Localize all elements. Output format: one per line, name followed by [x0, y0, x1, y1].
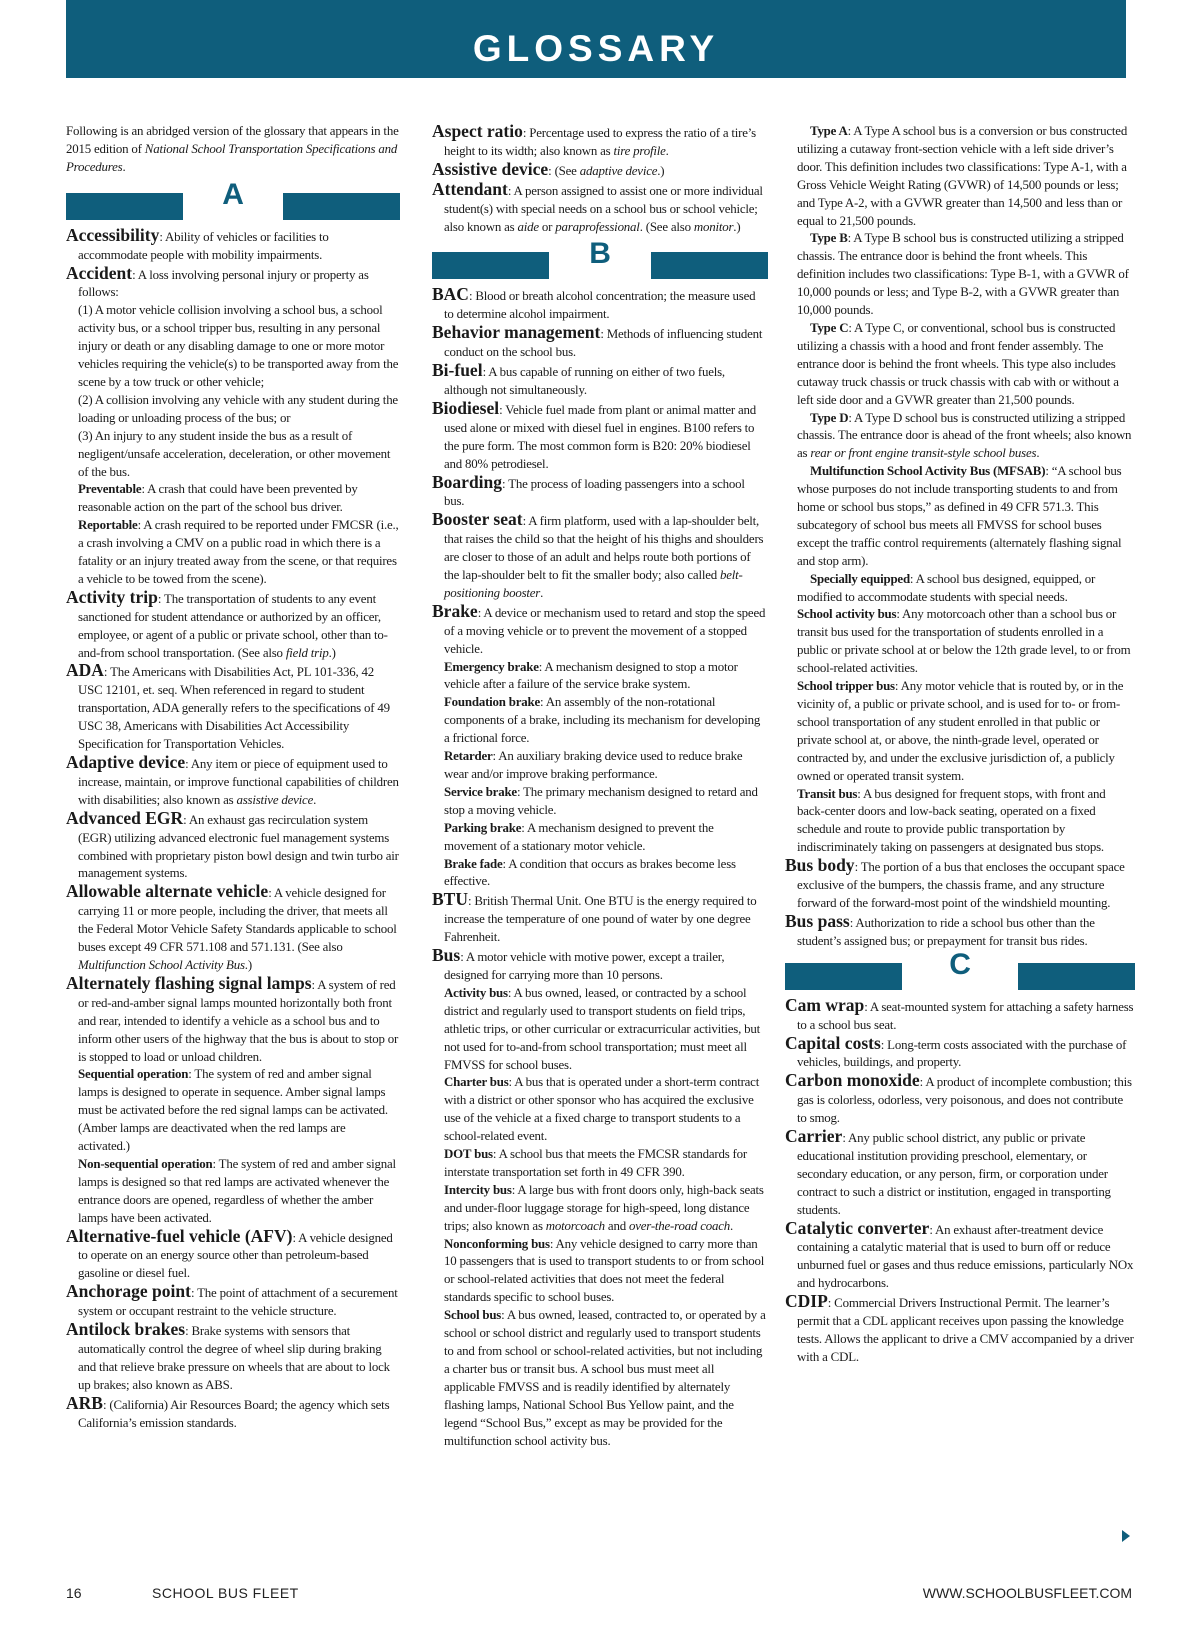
glossary-subentry: Type A: A Type A school bus is a conversion or bus constructed utilizing a cutaway front-section vehicle with a left side driver’s door. This definition includes two classifications: Type A-1, with a Gross Vehicle Weight Rating (GVWR) of 14,500 pounds or less; and Type A-2, with a GVWR greater than 14,500 and less than or equal to 21,500 pounds.: [797, 124, 1128, 228]
column-1: [66, 123, 400, 1433]
continue-arrow-icon: [1122, 1530, 1130, 1542]
glossary-subentry: DOT bus: A school bus that meets the FMCSR standards for interstate transportation set forth in 49 CFR 390.: [444, 1147, 747, 1179]
glossary-entry: Bus body: The portion of a bus that encloses the occupant space exclusive of the bumpers, the chassis frame, and any structure forward of the forward-most point of the windshield mounting.: [785, 855, 1125, 910]
glossary-subentry: Intercity bus: A large bus with front doors only, high-back seats and under-floor luggage storage for high-speed, long distance trips; also known as motorcoach and over-the-road coach.: [444, 1182, 764, 1233]
glossary-entry: Aspect ratio: Percentage used to express the ratio of a tire’s height to its width; also known as tire profile.: [432, 121, 756, 158]
glossary-subentry: Type D: A Type D school bus is constructed utilizing a stripped chassis. The entrance door is ahead of the front wheels; also known as rear or front engine transit-style school buses.: [797, 410, 1132, 461]
glossary-entry: Advanced EGR: An exhaust gas recirculation system (EGR) utilizing advanced electronic fuel management systems combined with proprietary piston bowl design and twin turbo air management systems.: [66, 807, 399, 881]
list-item: (1) A motor vehicle collision involving a school bus, a school activity bus, or a school tripper bus, resulting in any personal injury or death or any disabling damage to one or more motor vehicles requiring the vehicle(s) to be transported away from the scene by a tow truck or other vehicle;: [78, 303, 399, 389]
website-url: WWW.SCHOOLBUSFLEET.COM: [922, 1585, 1132, 1601]
publication-name: SCHOOL BUS FLEET: [152, 1585, 299, 1601]
glossary-entry: Bus: A motor vehicle with motive power, except a trailer, designed for carrying more than 10 persons.: [432, 945, 725, 982]
glossary-entry: ARB: (California) Air Resources Board; the agency which sets California’s emission standards.: [66, 1392, 390, 1430]
glossary-subentry: Parking brake: A mechanism designed to prevent the movement of a stationary motor vehicle.: [444, 820, 714, 853]
glossary-entry: Attendant: A person assigned to assist one or more individual student(s) with special needs on a school bus or school vehicle; also known as aide or paraprofessional. (See also monitor.): [432, 178, 763, 234]
glossary-subentry: Brake fade: A condition that occurs as brakes become less effective.: [444, 856, 736, 889]
glossary-entry: Biodiesel: Vehicle fuel made from plant or animal matter and used alone or mixed with diesel fuel in engines. B100 refers to the pure form. The most common form is B20: 20% biodiesel and 80% petrodiesel.: [432, 397, 757, 471]
glossary-subentry: School tripper bus: Any motor vehicle that is routed by, or in the vicinity of, a public or private school, and is used for to- or from-school transportation of any student enrolled in that public or private school at, or above, the ninth-grade level, operated or contracted by, and under the exclusive jurisdiction of, a publicly owned or operated transit system.: [797, 679, 1124, 783]
glossary-subentry: Activity bus: A bus owned, leased, or contracted by a school district and regularly used to transport students on field trips, athletic trips, or other curricular or extracurricular activities, but not used for to-and-from school transportation; must meet all FMVSS for school buses.: [444, 985, 761, 1072]
glossary-subentry: Service brake: The primary mechanism designed to retard and stop a moving vehicle.: [444, 784, 758, 817]
column-3: [785, 123, 1135, 1367]
intro-paragraph: Following is an abridged version of the glossary that appears in the 2015 edition of National School Transportation Specifications and Procedures.: [66, 124, 399, 174]
glossary-subentry: Foundation brake: An assembly of the non-rotational components of a brake, including its mechanism for developing a frictional force.: [444, 695, 761, 746]
glossary-entry: Antilock brakes: Brake systems with sensors that automatically control the degree of wheel slip during braking and that relieve brake pressure on wheels that are about to lock up brakes; also known as ABS.: [66, 1319, 390, 1392]
letter-header-b: B: [432, 250, 768, 280]
glossary-entry: Bi-fuel: A bus capable of running on either of two fuels, although not simultaneously.: [432, 360, 725, 397]
glossary-subentry: Preventable: A crash that could have been prevented by reasonable action on the part of the school bus driver.: [78, 482, 358, 515]
glossary-entry: Alternately flashing signal lamps: A system of red or red-and-amber signal lamps mounted horizontally both front and rear, intended to identify a vehicle as a school bus and to inform other users of the highway that the bus is about to stop or is stopped to load or unload children.: [66, 972, 399, 1064]
glossary-entry: Carrier: Any public school district, any public or private educational institution providing preschool, elementary, or secondary education, or any person, firm, or corporation under contract to such a district or institution, engaged in transporting students.: [785, 1126, 1111, 1217]
glossary-entry: Booster seat: A firm platform, used with a lap-shoulder belt, that raises the child so that the height of his thighs and shoulders are closer to those of an adult and helps route both portions of the lap-shoulder belt to fit the smaller body; also called belt-positioning booster.: [432, 509, 764, 600]
glossary-subentry: Specially equipped: A school bus designed, equipped, or modified to accommodate students with special needs.: [797, 571, 1096, 604]
letter-header-c: C: [785, 961, 1135, 991]
glossary-entry: Catalytic converter: An exhaust after-treatment device containing a catalytic material that is used to burn off or reduce unburned fuel or gases and thus reduce emissions, particularly NOx and hydrocarbons.: [785, 1217, 1134, 1291]
letter-header-a: A: [66, 191, 400, 221]
glossary-subentry: Type B: A Type B school bus is constructed utilizing a stripped chassis. The entrance door is behind the front wheels. This definition includes two classifications: Type B-1, with a GVWR of 10,000 pounds or less; and Type B-2, with a GVWR greater than 10,000 pounds.: [797, 231, 1129, 318]
glossary-subentry: Transit bus: A bus designed for frequent stops, with front and back-center doors and low-back seating, operated on a fixed schedule and route to provide public transportation by indiscriminately taking on passengers at designated bus stops.: [797, 786, 1106, 855]
list-item: (2) A collision involving any vehicle with any student during the loading or unloading process of the bus; or: [78, 392, 398, 425]
list-item: (3) An injury to any student inside the bus as a result of negligent/unsafe acceleration, deceleration, or other movement of the bus.: [78, 428, 391, 479]
glossary-entry: Cam wrap: A seat-mounted system for attaching a safety harness to a school bus seat.: [785, 994, 1134, 1032]
glossary-subentry: School bus: A bus owned, leased, contracted to, or operated by a school or school district and regularly used to transport students to and from school or school-related activities, but not including a charter bus or transit bus. A school bus must meet all applicable FMVSS and is readily identified by alternately flashing lamps, National School Bus Yellow paint, and the legend “School Bus,” except as may be provided for the multifunction school activity bus.: [444, 1308, 766, 1448]
header-banner: [66, 0, 1126, 78]
glossary-subentry: Emergency brake: A mechanism designed to stop a motor vehicle after a failure of the service brake system.: [444, 659, 738, 692]
glossary-entry: Accident: A loss involving personal injury or property as follows:: [66, 262, 369, 300]
glossary-entry: Adaptive device: Any item or piece of equipment used to increase, maintain, or improve functional capabilities of children with disabilities; also known as assistive device.: [66, 752, 399, 807]
glossary-entry: Carbon monoxide: A product of incomplete combustion; this gas is colorless, odorless, very poisonous, and does not contribute to smog.: [785, 1070, 1132, 1126]
glossary-entry: Boarding: The process of loading passengers into a school bus.: [432, 471, 745, 509]
glossary-entry: BTU: British Thermal Unit. One BTU is the energy required to increase the temperature of one pound of water by one degree Fahrenheit.: [432, 889, 757, 945]
glossary-entry: Brake: A device or mechanism used to retard and stop the speed of a moving vehicle or to prevent the movement of a stopped vehicle.: [432, 600, 766, 656]
glossary-subentry: Reportable: A crash required to be reported under FMCSR (i.e., a crash involving a CMV on a public road in which there is a fatality or an injury treated away from the scene, or that requires a vehicle to be towed from the scene).: [78, 518, 399, 586]
page-number: 16: [66, 1585, 82, 1601]
glossary-entry: Activity trip: The transportation of students to any event sanctioned for student attendance or authorized by an officer, employee, or agent of a public or private school, other than to-and-from school transportation. (See also field trip.): [66, 586, 388, 660]
glossary-subentry: School activity bus: Any motorcoach other than a school bus or transit bus used for the transportation of students enrolled in a public or private school at or below the 12th grade level, to or from school-related activities.: [797, 607, 1131, 676]
glossary-subentry: Non-sequential operation: The system of red and amber signal lamps is designed so that red lamps are activated whenever the entrance doors are opened, regardless of whether the amber lamps have been activated.: [78, 1156, 396, 1225]
glossary-entry: BAC: Blood or breath alcohol concentration; the measure used to determine alcohol impairment.: [432, 284, 756, 322]
glossary-entry: Assistive device: (See adaptive device.): [432, 158, 665, 179]
glossary-subentry: Type C: A Type C, or conventional, school bus is constructed utilizing a chassis with a hood and front fender assembly. The entrance door is behind the front wheels. This type also includes cutaway truck chassis or truck chassis with cab with or without a left side door and a GVWR greater than 21,500 pounds.: [797, 320, 1119, 407]
glossary-entry: CDIP: Commercial Drivers Instructional Permit. The learner’s permit that a CDL applicant receives upon passing the knowledge tests. Allows the applicant to drive a CMV accompanied by a driver with a CDL.: [785, 1291, 1134, 1364]
glossary-subentry: Multifunction School Activity Bus (MFSAB): “A school bus whose purposes do not include transporting students to and from home or school bus stops,” as defined in 49 CFR 571.3. This subcategory of school bus meets all FMVSS for school buses except the traffic control requirements (alternately flashing signal and stop arm).: [797, 464, 1122, 568]
glossary-entry: Anchorage point: The point of attachment of a securement system or occupant restraint to the vehicle structure.: [66, 1281, 398, 1319]
glossary-subentry: Sequential operation: The system of red and amber signal lamps is designed to operate in sequence. Amber signal lamps must be activated before the red signal lamps can be activated. (Amber lamps are deactivated when the red lamps are activated.): [78, 1067, 388, 1154]
glossary-subentry: Charter bus: A bus that is operated under a short-term contract with a district or other sponsor who has acquired the exclusive use of the vehicle at a fixed charge to transport students to a school-related event.: [444, 1075, 760, 1144]
glossary-entry: ADA: The Americans with Disabilities Act, PL 101-336, 42 USC 12101, et. seq. When referenced in regard to student transportation, ADA generally refers to the specifications of 49 USC 38, Americans with Disabilities Act Accessibility Specification for Transportation Vehicles.: [66, 660, 390, 752]
glossary-subentry: Retarder: An auxiliary braking device used to reduce brake wear and/or improve braking performance.: [444, 749, 743, 781]
glossary-entry: Allowable alternate vehicle: A vehicle designed for carrying 11 or more people, including the driver, that meets all the Federal Motor Vehicle Safety Standards applicable to school buses except 49 CFR 571.108 and 571.131. (See also Multifunction School Activity Bus.): [66, 881, 397, 972]
page-title: GLOSSARY: [472, 28, 720, 69]
glossary-entry: Alternative-fuel vehicle (AFV): A vehicle designed to operate on an energy source other than petroleum-based gasoline or diesel fuel.: [66, 1225, 393, 1281]
column-2: [432, 123, 768, 1450]
glossary-entry: Accessibility: Ability of vehicles or facilities to accommodate people with mobility impairments.: [66, 224, 329, 262]
glossary-entry: Bus pass: Authorization to ride a school bus other than the student’s assigned bus; or prepayment for transit bus rides.: [785, 910, 1095, 948]
glossary-entry: Behavior management: Methods of influencing student conduct on the school bus.: [432, 322, 763, 360]
glossary-subentry: Nonconforming bus: Any vehicle designed to carry more than 10 passengers that is used to transport students to or from school or school-related activities that does not meet the federal standards specific to school buses.: [444, 1236, 765, 1305]
glossary-entry: Capital costs: Long-term costs associated with the purchase of vehicles, buildings, and property.: [785, 1032, 1127, 1070]
